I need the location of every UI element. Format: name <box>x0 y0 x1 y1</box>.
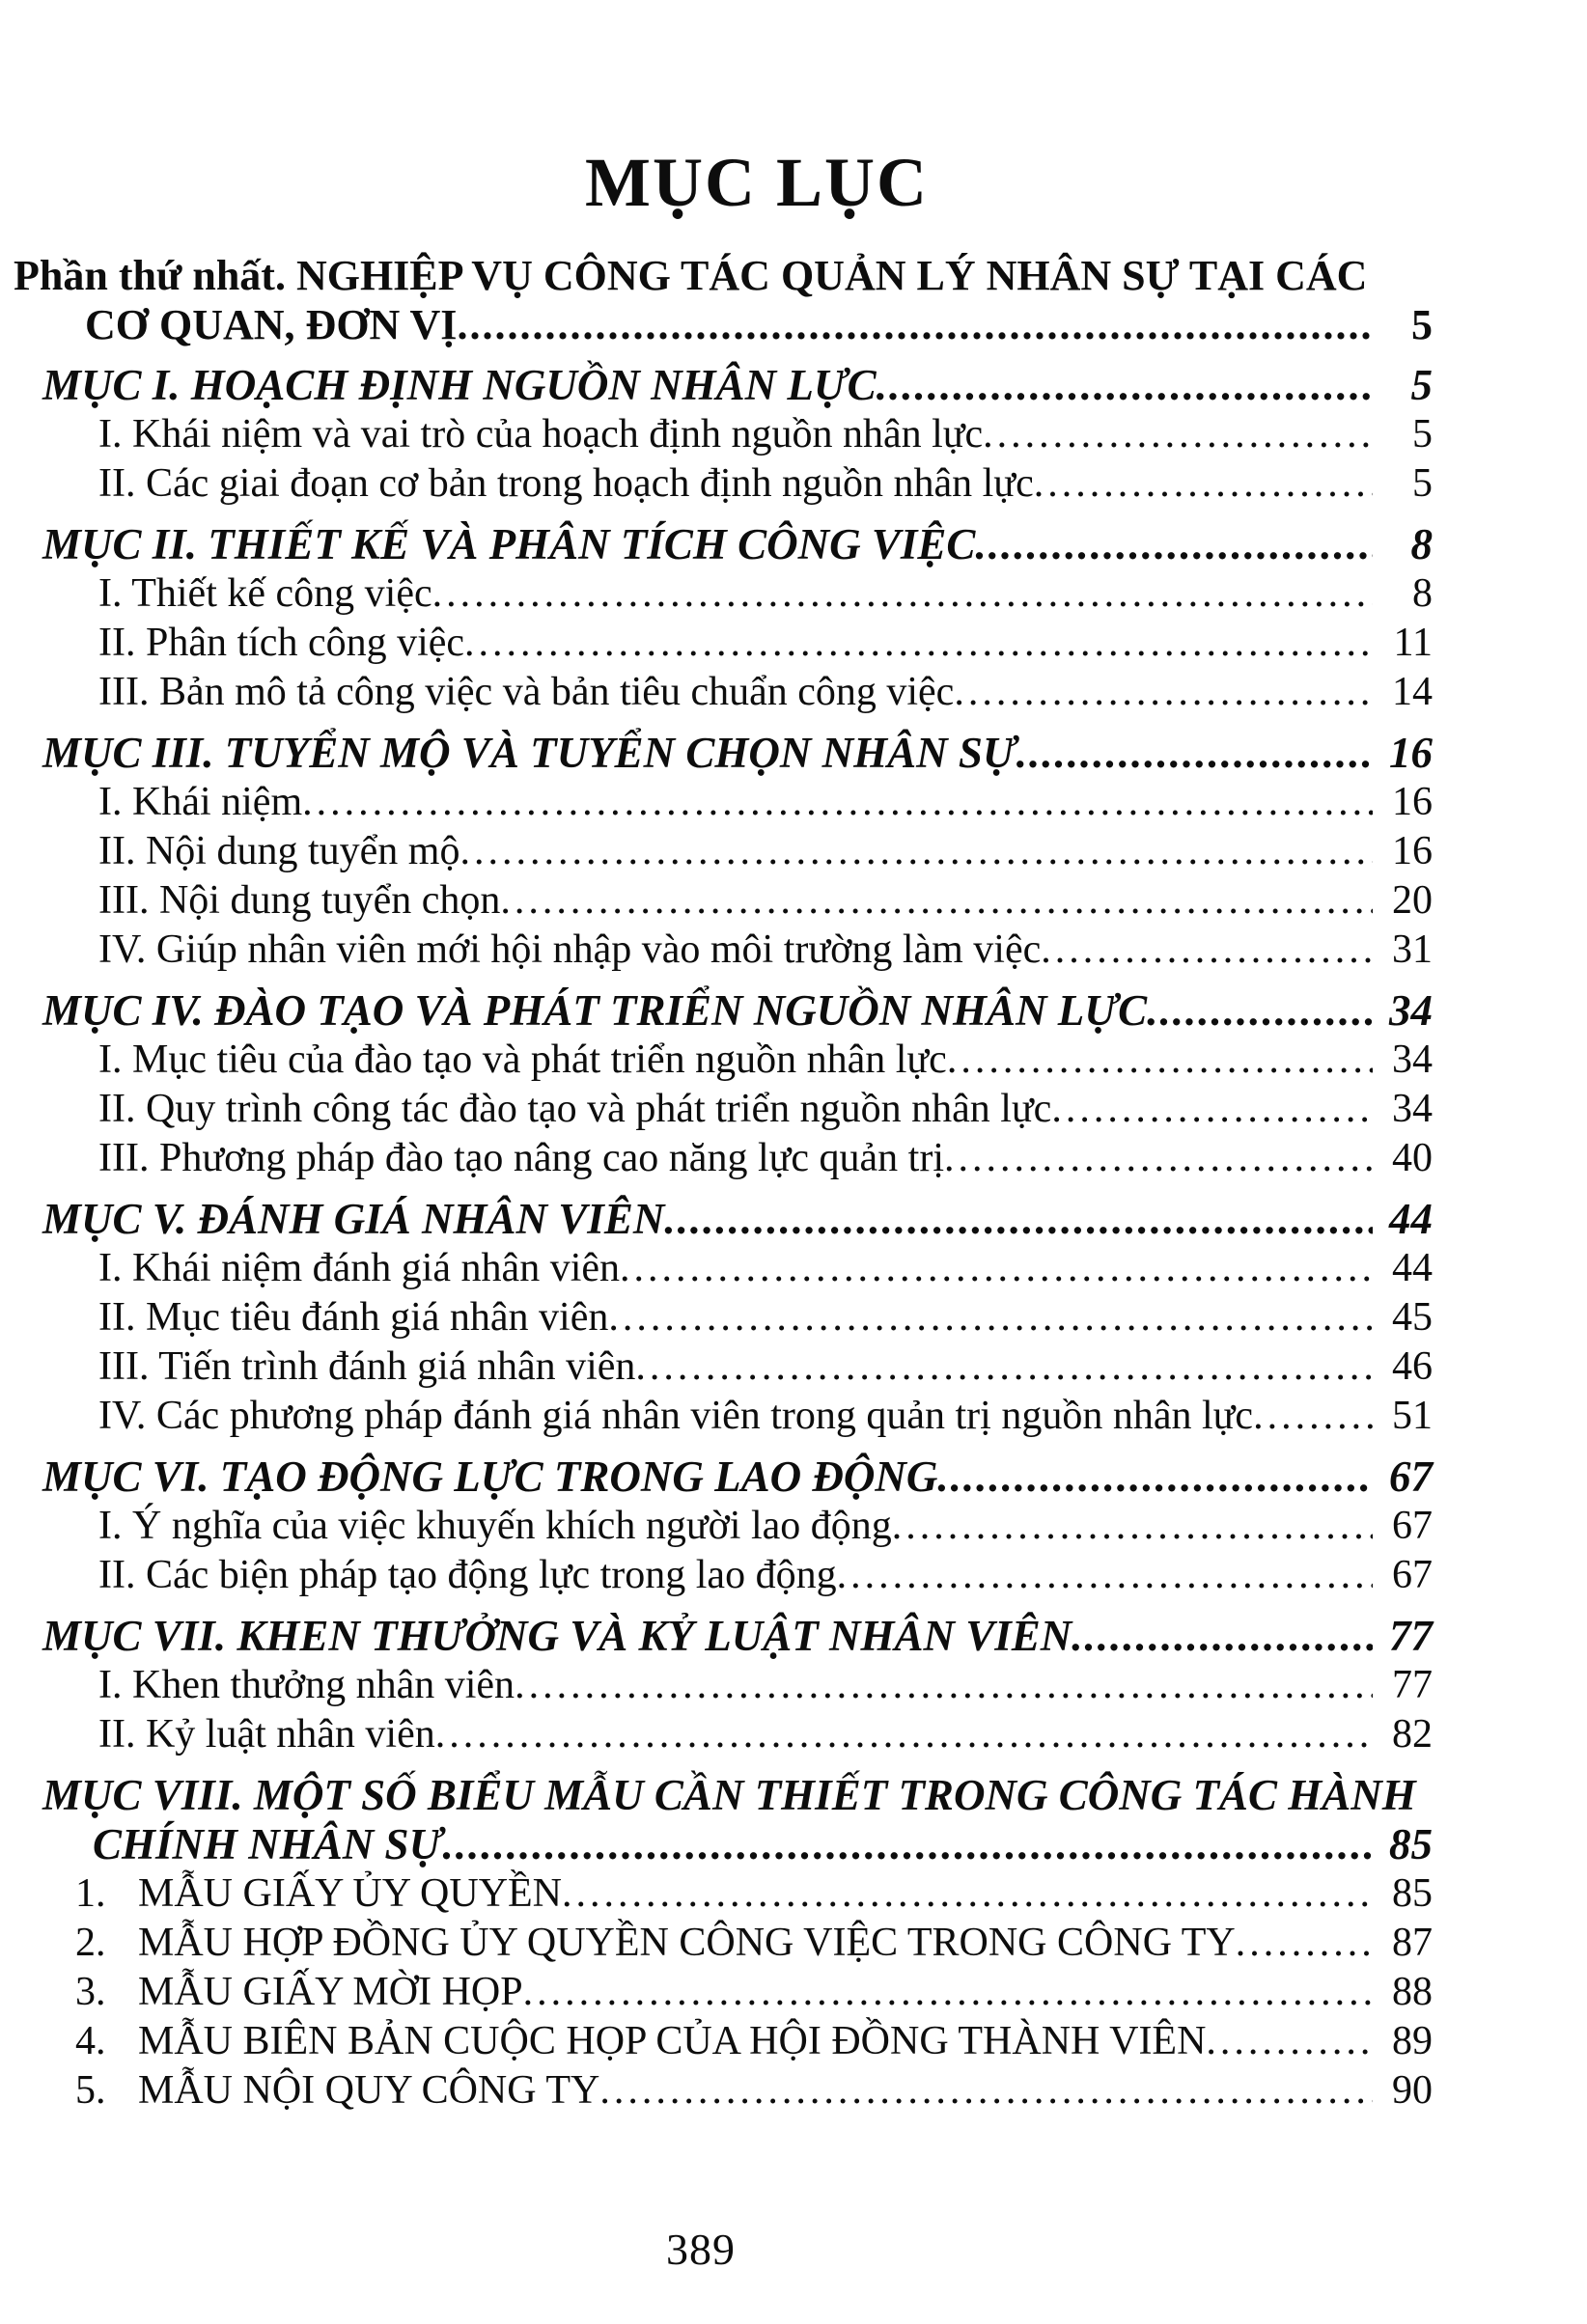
toc-entry-page-number: 40 <box>1392 1136 1433 1180</box>
toc-entry-label: MẪU HỢP ĐỒNG ỦY QUYỀN CÔNG VIỆC TRONG CÔNG TY <box>138 1921 1236 1965</box>
dot-leader <box>954 668 1373 717</box>
toc-entry <box>0 1036 1433 1085</box>
toc-entry-label: MỤC III. TUYỂN MỘ VÀ TUYỂN CHỌN NHÂN SỰ <box>42 729 1016 777</box>
toc-entry <box>0 1392 1433 1441</box>
dot-leader <box>1147 986 1373 1036</box>
toc-entry-label: MỤC VII. KHEN THƯỞNG VÀ KỶ LUẬT NHÂN VIÊN <box>42 1612 1072 1660</box>
dot-leader <box>1236 1919 1373 1968</box>
toc-entry-page-number: 85 <box>1389 1820 1433 1868</box>
toc-entry-page-number: 87 <box>1392 1921 1433 1965</box>
toc-entry-label: I. Khái niệm và vai trò của hoạch định nguồn nhân lực <box>98 412 984 456</box>
toc-entry-label: II. Mục tiêu đánh giá nhân viên <box>98 1295 609 1340</box>
toc-entry <box>0 520 1433 569</box>
toc-entry-page-number: 67 <box>1392 1553 1433 1597</box>
toc-entry-label: II. Nội dung tuyển mộ <box>98 829 460 873</box>
dot-leader <box>599 2066 1373 2116</box>
toc-entry-label: MẪU GIẤY MỜI HỌP <box>138 1970 523 2014</box>
toc-entry <box>0 986 1433 1036</box>
toc-entry-page-number: 34 <box>1389 986 1433 1035</box>
toc-entry-page-number: 90 <box>1392 2068 1433 2113</box>
dot-leader <box>944 1134 1373 1183</box>
dot-leader <box>837 1551 1373 1600</box>
toc-entry <box>0 668 1433 717</box>
toc-entry-page-number: 8 <box>1410 520 1433 568</box>
toc-entry-page-number: 51 <box>1392 1394 1433 1438</box>
toc-entry-label: MẪU NỘI QUY CÔNG TY <box>138 2068 600 2113</box>
dot-leader <box>983 410 1373 459</box>
toc-entry-label: II. Các giai đoạn cơ bản trong hoạch định nguồn nhân lực <box>98 461 1034 506</box>
toc-entry-page-number: 5 <box>1410 361 1433 409</box>
toc-entry-page-number: 5 <box>1411 301 1433 348</box>
toc-entry <box>0 1968 1433 2017</box>
dot-leader <box>892 1502 1373 1551</box>
dot-leader <box>1206 2017 1373 2066</box>
toc-entry-page-number: 20 <box>1392 878 1433 923</box>
dot-leader <box>877 361 1373 410</box>
dot-leader <box>947 1036 1373 1085</box>
dot-leader <box>442 1820 1373 1869</box>
toc-entry-label: IV. Giúp nhân viên mới hội nhập vào môi trường làm việc <box>98 927 1042 972</box>
toc-entry <box>0 1919 1433 1968</box>
toc-entry-label: I. Ý nghĩa của việc khuyến khích người lao động <box>98 1504 892 1548</box>
toc-entry-label: IV. Các phương pháp đánh giá nhân viên trong quản trị nguồn nhân lực <box>98 1394 1254 1438</box>
toc-entry <box>0 300 1433 349</box>
dot-leader <box>975 520 1373 569</box>
toc-entry <box>0 361 1433 410</box>
dot-leader <box>515 1661 1373 1710</box>
dot-leader <box>1253 1392 1373 1441</box>
toc-entry-page-number: 16 <box>1392 829 1433 873</box>
toc-entry-page-number: 34 <box>1392 1038 1433 1082</box>
toc-entry <box>0 1661 1433 1710</box>
toc-entry-label: III. Nội dung tuyển chọn <box>98 878 501 923</box>
toc-entry <box>0 729 1433 778</box>
toc-entry-page-number: 46 <box>1392 1344 1433 1389</box>
toc-entry-page-number: 82 <box>1392 1712 1433 1757</box>
dot-leader <box>937 1452 1373 1502</box>
toc-entry-label: II. Các biện pháp tạo động lực trong lao động <box>98 1553 837 1597</box>
dot-leader <box>432 569 1373 619</box>
toc-entry <box>0 1771 1433 1820</box>
toc-entry-number: 4. <box>75 2019 106 2063</box>
page-title: MỤC LỤC <box>585 144 929 221</box>
toc-entry-label: MẪU BIÊN BẢN CUỘC HỌP CỦA HỘI ĐỒNG THÀNH VIÊN <box>138 2019 1207 2063</box>
footer-page-number: 389 <box>666 2225 736 2274</box>
toc-entry-page-number: 16 <box>1389 729 1433 777</box>
toc-entry-label: III. Phương pháp đào tạo nâng cao năng lực quản trị <box>98 1136 944 1180</box>
toc-entry-label: MỤC II. THIẾT KẾ VÀ PHÂN TÍCH CÔNG VIỆC <box>42 520 976 568</box>
toc-entry <box>0 2066 1433 2116</box>
dot-leader <box>1072 1612 1373 1661</box>
toc-entry-label: I. Khái niệm <box>98 780 303 824</box>
toc-entry-label: II. Kỷ luật nhân viên <box>98 1712 435 1757</box>
toc-entry <box>0 569 1433 619</box>
toc-entry-number: 3. <box>75 1970 106 2014</box>
toc-entry <box>0 1342 1433 1392</box>
toc-entry-page-number: 5 <box>1412 412 1433 456</box>
toc-entry <box>0 1551 1433 1600</box>
toc-entry <box>0 1869 1433 1919</box>
toc-entry <box>0 2017 1433 2066</box>
toc-entry-page-number: 77 <box>1392 1663 1433 1707</box>
dot-leader <box>1034 459 1373 509</box>
dot-leader <box>635 1342 1373 1392</box>
toc-entry-page-number: 31 <box>1392 927 1433 972</box>
toc-entry-label: MỤC VIII. MỘT SỐ BIỂU MẪU CẦN THIẾT TRONG CÔNG TÁC HÀNH <box>42 1771 1416 1819</box>
toc-entry-label: CƠ QUAN, ĐƠN VỊ <box>85 301 458 348</box>
toc-entry-number: 5. <box>75 2068 106 2113</box>
toc-entry-page-number: 88 <box>1392 1970 1433 2014</box>
toc-entry-label: III. Bản mô tả công việc và bản tiêu chuẩn công việc <box>98 670 955 714</box>
dot-leader <box>500 876 1373 926</box>
toc-entry-page-number: 45 <box>1392 1295 1433 1340</box>
dot-leader <box>464 619 1373 668</box>
dot-leader <box>562 1869 1373 1919</box>
dot-leader <box>457 300 1373 349</box>
dot-leader <box>608 1293 1373 1342</box>
dot-leader <box>664 1195 1373 1244</box>
toc-entry-label: MỤC I. HOẠCH ĐỊNH NGUỒN NHÂN LỰC <box>42 361 877 409</box>
toc-entry-page-number: 8 <box>1412 571 1433 616</box>
toc-entry <box>0 1452 1433 1502</box>
toc-entry-number: 2. <box>75 1921 106 1965</box>
toc-entry-page-number: 77 <box>1389 1612 1433 1660</box>
dot-leader <box>1016 729 1373 778</box>
toc-entry-label: CHÍNH NHÂN SỰ <box>93 1820 443 1868</box>
toc-entry <box>0 1195 1433 1244</box>
toc-entry-label: MỤC VI. TẠO ĐỘNG LỰC TRONG LAO ĐỘNG <box>42 1452 938 1501</box>
toc-entry-label: III. Tiến trình đánh giá nhân viên <box>98 1344 636 1389</box>
dot-leader <box>523 1968 1373 2017</box>
toc-entry-label: II. Quy trình công tác đào tạo và phát triển nguồn nhân lực <box>98 1087 1052 1131</box>
toc-entry-page-number: 5 <box>1412 461 1433 506</box>
toc-entry-label: II. Phân tích công việc <box>98 621 465 665</box>
toc-entry <box>0 876 1433 926</box>
toc-entry <box>0 459 1433 509</box>
toc-entry <box>0 1085 1433 1134</box>
toc-entry-page-number: 11 <box>1393 621 1433 665</box>
toc-entry <box>0 1612 1433 1661</box>
toc-entry-page-number: 16 <box>1392 780 1433 824</box>
toc-entry-label: Phần thứ nhất. NGHIỆP VỤ CÔNG TÁC QUẢN LÝ NHÂN SỰ TẠI CÁC <box>14 252 1368 299</box>
toc-entry <box>0 778 1433 827</box>
toc-entry-label: MỤC V. ĐÁNH GIÁ NHÂN VIÊN <box>42 1195 665 1243</box>
toc-entry-label: I. Mục tiêu của đào tạo và phát triển nguồn nhân lực <box>98 1038 947 1082</box>
toc-entry <box>0 1293 1433 1342</box>
toc-entry-label: MỤC IV. ĐÀO TẠO VÀ PHÁT TRIỂN NGUỒN NHÂN LỰC <box>42 986 1148 1035</box>
toc-entry <box>0 827 1433 876</box>
dot-leader <box>1051 1085 1373 1134</box>
dot-leader <box>1041 926 1373 975</box>
toc-entry <box>0 1502 1433 1551</box>
toc-entry-page-number: 34 <box>1392 1087 1433 1131</box>
toc-entry <box>0 1134 1433 1183</box>
toc-entry-label: MẪU GIẤY ỦY QUYỀN <box>138 1871 563 1916</box>
toc-entry <box>0 1710 1433 1759</box>
toc-entry-label: I. Khen thưởng nhân viên <box>98 1663 515 1707</box>
toc-entry-page-number: 85 <box>1392 1871 1433 1916</box>
toc-entry <box>0 926 1433 975</box>
toc-entry-page-number: 89 <box>1392 2019 1433 2063</box>
dot-leader <box>620 1244 1373 1293</box>
toc-entry-page-number: 14 <box>1392 670 1433 714</box>
dot-leader <box>435 1710 1373 1759</box>
toc-entry-page-number: 44 <box>1392 1246 1433 1290</box>
toc-entry <box>0 251 1433 300</box>
dot-leader <box>459 827 1373 876</box>
toc-entry-page-number: 67 <box>1389 1452 1433 1501</box>
toc-entry-page-number: 67 <box>1392 1504 1433 1548</box>
toc-entry <box>0 619 1433 668</box>
toc-entry-page-number: 44 <box>1389 1195 1433 1243</box>
toc-entry <box>0 410 1433 459</box>
toc-entry-number: 1. <box>75 1871 106 1916</box>
dot-leader <box>302 778 1373 827</box>
toc-entry-label: I. Khái niệm đánh giá nhân viên <box>98 1246 621 1290</box>
toc-entry <box>0 1244 1433 1293</box>
toc-entry-label: I. Thiết kế công việc <box>98 571 432 616</box>
toc-entry <box>0 1820 1433 1869</box>
table-of-contents <box>0 251 1587 2116</box>
